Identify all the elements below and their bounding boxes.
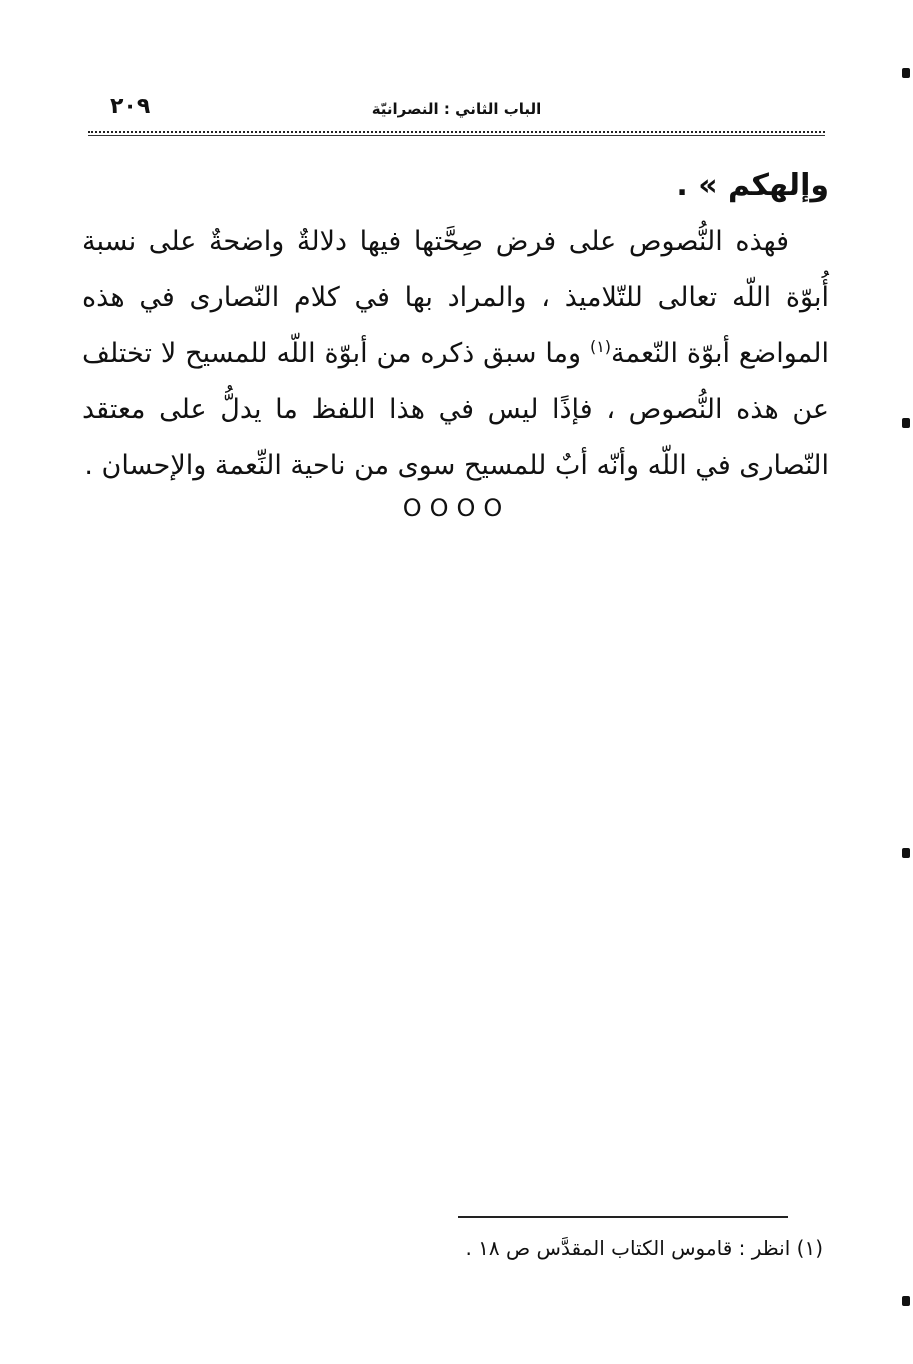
page-header <box>88 90 825 130</box>
opening-line: وإلهكم » . <box>676 168 829 203</box>
scan-edge-mark <box>902 418 910 428</box>
paragraph-text-part-1: فهذه النُّصوص على فرض صِحَّتها فيها دلالةٌ واضحةٌ على نسبة أُبوّة اللّه تعالى للتّلاميذ ، والمراد بها في كلام النّصارى في هذه المواضع أبوّة النّعمة <box>82 226 829 369</box>
page-number: ٢٠٩ <box>110 94 151 119</box>
header-rule <box>88 135 825 136</box>
footnote-rule <box>458 1216 788 1218</box>
section-separator: OOOO <box>402 494 511 522</box>
scan-edge-mark <box>902 848 910 858</box>
running-title: الباب الثاني : النصرانيّة <box>371 100 542 118</box>
paragraph-text-part-2: وما سبق ذكره من أبوّة اللّه للمسيح لا تختلف عن هذه النُّصوص ، فإذًا ليس في هذا اللفظ ما يدلُّ على معتقد النّصارى في اللّه وأنّه أبٌ للمسيح سوى من ناحية النِّعمة والإحسان . <box>82 338 829 481</box>
footnote-reference: (١) <box>589 337 612 356</box>
scan-edge-mark <box>902 1296 910 1306</box>
scan-edge-mark <box>902 68 910 78</box>
body-text <box>82 158 829 494</box>
footnote: (١) انظر : قاموس الكتاب المقدَّس ص ١٨ . <box>465 1236 823 1260</box>
main-paragraph <box>82 214 829 494</box>
header-dotted-rule <box>88 131 825 133</box>
